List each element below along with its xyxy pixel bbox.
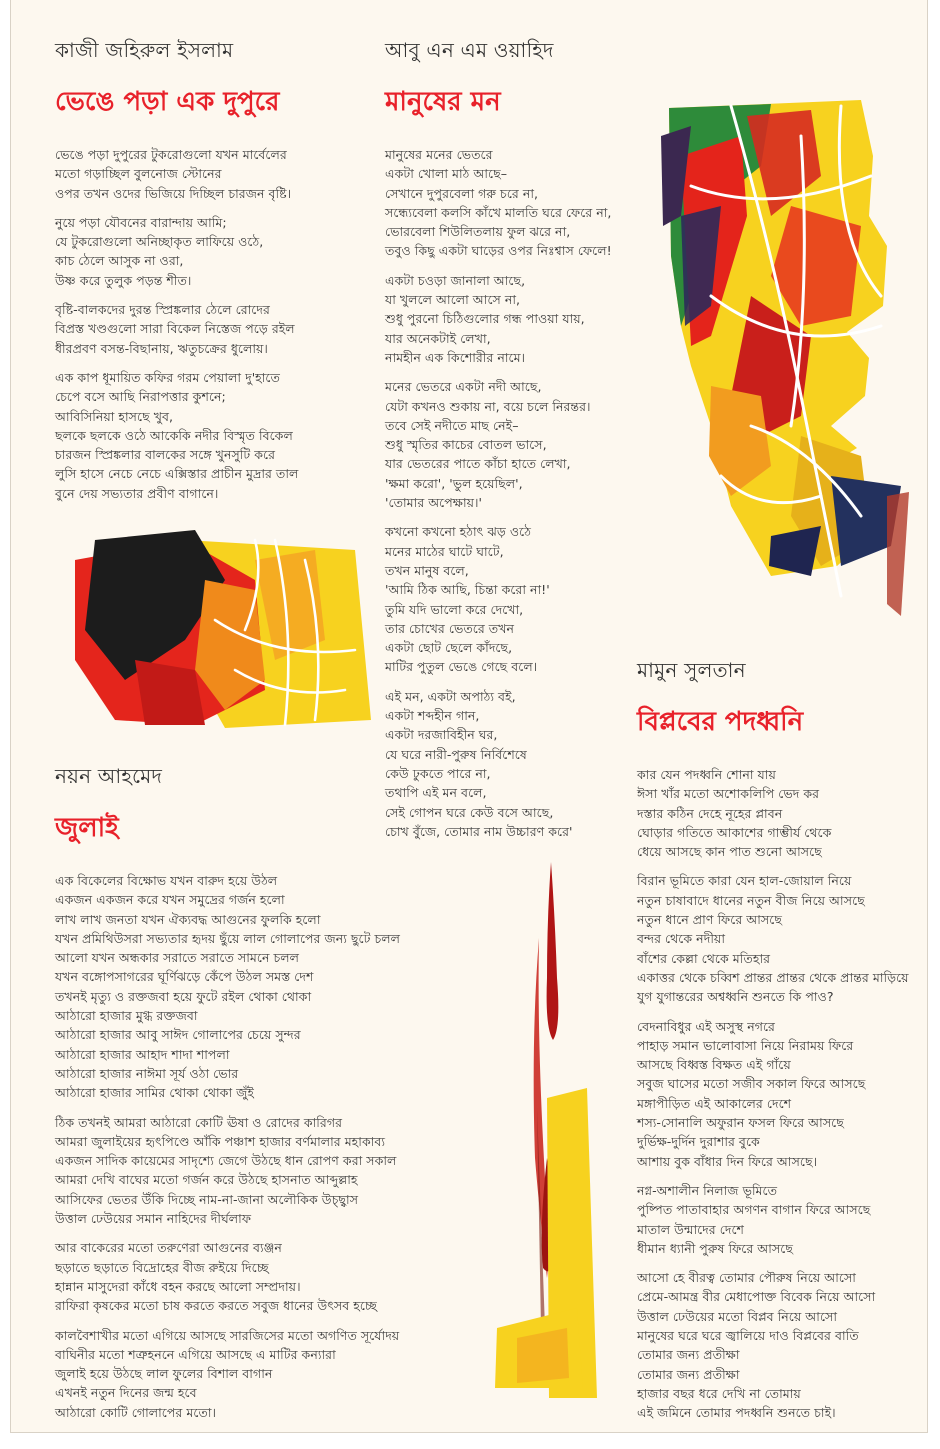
poem-line: 'আমি ঠিক আছি, চিন্তা করো না!' xyxy=(385,582,550,598)
poem-line: সেই গোপন ঘরে কেউ বসে আছে, xyxy=(385,804,554,820)
poem-line: একটা চওড়া জানালা আছে, xyxy=(385,272,526,288)
poem-line: আমরা জুলাইয়ের হৃৎপিণ্ডে আঁকি পঞ্চাশ হাজার বর্ণমালার মহাকাব্য xyxy=(55,1133,386,1149)
poem-author: আবু এন এম ওয়াহিদ xyxy=(385,38,554,62)
poem-line: আঠারো হাজার নাঈমা সূর্য ওঠা ভোর xyxy=(55,1065,239,1081)
stanza xyxy=(637,1181,915,1258)
poem-line: যে টুকরোগুলো অনিচ্ছাকৃত লাফিয়ে ওঠে, xyxy=(55,234,264,250)
poem-line: শস্য-সোনালি অফুরান ফসল ফিরে আসছে xyxy=(637,1115,844,1131)
poem-1 xyxy=(55,36,351,513)
poem-line: ধীমান ধ্যানী পুরুষ ফিরে আসছে xyxy=(637,1240,793,1256)
poem-line: আসিফের ভেতর উঁকি দিচ্ছে নাম-না-জানা অলৌকিক উচ্ছ্বাস xyxy=(55,1191,359,1207)
poem-line: দস্তার কঠিন দেহে নূহের প্লাবন xyxy=(637,805,783,821)
poem-line: প্রেমে-আমন্ত্র বীর মেধাপোক্ত বিবেক নিয়ে আসো xyxy=(637,1289,876,1305)
poem-line: নুয়ে পড়া যৌবনের বারান্দায় আমি; xyxy=(55,214,227,230)
stanza xyxy=(637,1017,915,1171)
stanza xyxy=(55,145,351,203)
poem-line: রাফিরা কৃষকের মতো চাষ করতে করতে সবুজ ধানের উৎসব হচ্ছে xyxy=(55,1298,377,1314)
poem-line: ঠিক তখনই আমরা আঠারো কোটি ঊষা ও রোদের কারিগর xyxy=(55,1114,342,1130)
abstract-face-painting xyxy=(651,96,913,626)
poem-line: ধেয়ে আসছে কান পাত শুনো আসছে xyxy=(637,844,822,860)
poem-line: উত্তাল ঢেউয়ের মতো বিপ্লব নিয়ে আসো xyxy=(637,1308,838,1324)
poem-line: নামহীন এক কিশোরীর নামে। xyxy=(385,349,526,365)
poem-line: নগ্ন-অশালীন নিলাজ ভূমিতে xyxy=(637,1182,778,1198)
poem-line: আর বাকেরের মতো তরুণেরা আগুনের ব্যঞ্জন xyxy=(55,1240,282,1256)
red-drip-yellow-brush-art xyxy=(487,858,617,1398)
poem-line: এক বিকেলের বিক্ষোভ যখন বারুদ হয়ে উঠল xyxy=(55,873,278,888)
poem-line: যেটা কখনও শুকায় না, বয়ে চলে নিরন্তর। xyxy=(385,398,591,414)
poem-line: আঠারো হাজার আবু সাঈদ গোলাপের চেয়ে সুন্দর xyxy=(55,1027,301,1043)
poem-line: যে ঘরে নারী-পুরুষ নির্বিশেষে xyxy=(385,746,527,762)
poem-line: আঠারো হাজার আহাদ শাদা শাপলা xyxy=(55,1046,230,1062)
poem-line: একটা শব্দহীন গান, xyxy=(385,708,480,724)
poem-line: এক কাপ ধূমায়িত কফির গরম পেয়ালা দু'হাতে xyxy=(55,369,280,385)
poem-line: বৃষ্টি-বালকদের দুরন্ত স্প্রিঙ্কলার ঠেলে রোদের xyxy=(55,302,270,318)
stanza xyxy=(385,145,635,261)
poem-line: আশায় বুক বাঁধার দিন ফিরে আসছে। xyxy=(637,1153,818,1169)
poem-line: জুলাই হয়ে উঠছে লাল ফুলের বিশাল বাগান xyxy=(55,1366,273,1382)
poem-3 xyxy=(55,762,485,1432)
poem-line: পাহাড় সমান ভালোবাসা নিয়ে নিরাময় ফিরে xyxy=(637,1037,854,1053)
poem-line: আলো যখন অন্ধকার সরাতে সরাতে সামনে চলল xyxy=(55,950,300,966)
stanza xyxy=(55,368,351,503)
stanza xyxy=(637,871,915,1006)
poem-line: ওপর তখন ওদের ভিজিয়ে দিচ্ছিল চারজন বৃষ্টি। xyxy=(55,185,292,201)
poem-line: কেউ ঢুকতে পারে না, xyxy=(385,765,491,781)
poem-line: মতো গড়াচ্ছিল বুলনোজ স্টোনের xyxy=(55,166,222,182)
poem-line: সন্ধ্যেবেলা কলসি কাঁখে মালতি ঘরে ফেরে না, xyxy=(385,204,612,220)
poem-body xyxy=(55,871,485,1422)
poem-line: বাঁশের কেল্লা থেকে মতিহার xyxy=(637,950,771,966)
poem-title: জুলাই xyxy=(55,813,119,843)
poem-line: বাঘিনীর মতো শত্রুহননে এগিয়ে আসছে এ মাটির কন্যারা xyxy=(55,1346,336,1362)
poem-title: ভেঙে পড়া এক দুপুরে xyxy=(55,87,280,117)
poem-author: মামুন সুলতান xyxy=(637,658,746,682)
abstract-color-painting xyxy=(55,520,373,730)
poem-line: আঠারো হাজার মুগ্ধ রক্তজবা xyxy=(55,1008,198,1024)
poem-line: উত্তাল ঢেউয়ের সমান নাহিদের দীর্ঘলাফ xyxy=(55,1211,252,1227)
poem-line: আমরা দেখি বাঘের মতো গর্জন করে উঠছে হাসনাত আব্দুল্লাহ xyxy=(55,1172,358,1188)
poem-author: কাজী জহিরুল ইসলাম xyxy=(55,38,234,62)
stanza xyxy=(385,377,635,512)
stanza xyxy=(55,300,351,358)
poem-line: ভেঙে পড়া দুপুরের টুকরোগুলো যখন মার্বেলের xyxy=(55,147,287,162)
poem-line: যার অনেকটাই লেখা, xyxy=(385,330,491,346)
poem-line: শুধু পুরনো চিঠিগুলোর গন্ধ পাওয়া যায়, xyxy=(385,311,585,327)
poem-line: নতুন ধানে প্রাণ ফিরে আসছে xyxy=(637,912,782,928)
poem-line: উষ্ণ করে তুলুক পড়ন্ত শীত। xyxy=(55,272,192,288)
poem-line: যার ভেতরের পাতে কাঁচা হাতে লেখা, xyxy=(385,456,571,472)
poem-line: একজন সাদিক কায়েমের সাদৃশ্যে জেগে উঠছে ধান রোপণ করা সকাল xyxy=(55,1153,397,1169)
poem-line: এই মন, একটা অপাঠ্য বই, xyxy=(385,688,516,704)
poem-line: চারজন স্প্রিঙ্কলার বালকের সঙ্গে খুনসুটি করে xyxy=(55,447,276,463)
poem-title: বিপ্লবের পদধ্বনি xyxy=(637,707,804,737)
poem-line: ছড়াতে ছড়াতে বিদ্রোহের বীজ রুইয়ে দিচ্ছে xyxy=(55,1259,269,1275)
poem-line: বেদনাবিধুর এই অসুস্থ নগরে xyxy=(637,1018,775,1034)
poem-body xyxy=(385,145,635,841)
poem-line: তথাপি এই মন বলে, xyxy=(385,785,487,801)
poem-line: সবুজ ঘাসের মতো সজীব সকাল ফিরে আসছে xyxy=(637,1076,866,1092)
poem-line: শুধু স্মৃতির কাচের বোতল ভাসে, xyxy=(385,437,547,453)
stanza xyxy=(55,1326,485,1422)
poem-line: ঘোড়ার গতিতে আকাশের গাম্ভীর্য থেকে xyxy=(637,824,832,840)
poem-author: নয়ন আহমেদ xyxy=(55,764,163,788)
poem-body xyxy=(637,765,915,1423)
poem-line: কখনো কখনো হঠাৎ ঝড় ওঠে xyxy=(385,524,531,540)
poem-line: তার চোখের ভেতরে তখন xyxy=(385,620,515,636)
poem-line: যখন বঙ্গোপসাগরের ঘূর্ণিঝড়ে কেঁপে উঠল সমস্ত দেশ xyxy=(55,969,314,985)
poem-line: মঙ্গাপীড়িত এই আকালের দেশে xyxy=(637,1095,792,1111)
poem-line: তখনই মৃত্যু ও রক্তজবা হয়ে ফুটে রইল থোকা থোকা xyxy=(55,988,312,1004)
stanza xyxy=(637,765,915,861)
poem-line: একাত্তর থেকে চব্বিশ প্রান্তর প্রান্তর থেকে প্রান্তর মাড়িয়ে xyxy=(637,969,909,985)
poem-line: হাজার বছর ধরে দেখি না তোমায় xyxy=(637,1385,801,1401)
poem-line: মাতাল উন্মাদের দেশে xyxy=(637,1221,744,1237)
poem-line: তবে সেই নদীতে মাছ নেই– xyxy=(385,417,519,433)
poem-line: মনের ভেতরে একটা নদী আছে, xyxy=(385,379,542,395)
poem-line: এখনই নতুন দিনের জন্ম হবে xyxy=(55,1385,197,1401)
poem-4 xyxy=(637,656,915,1433)
poem-line: যা খুললে আলো আসে না, xyxy=(385,292,521,308)
poem-2 xyxy=(385,36,635,851)
stanza xyxy=(55,1113,485,1229)
poem-line: আবিসিনিয়া হাসছে খুব, xyxy=(55,408,173,424)
poem-line: ধীরপ্রবণ বসন্ত-বিছানায়, ঋতুচক্রের ধুলোয়। xyxy=(55,340,268,356)
poem-line: তোমার জন্য প্রতীক্ষা xyxy=(637,1366,740,1382)
poem-body xyxy=(55,145,351,503)
poem-line: আসছে বিধ্বস্ত বিক্ষত এই গাঁয়ে xyxy=(637,1057,791,1073)
literary-page xyxy=(10,0,928,1433)
poem-line: একটা খোলা মাঠ আছে– xyxy=(385,166,508,182)
poem-line: মানুষের মনের ভেতরে xyxy=(385,147,493,162)
poem-line: নতুন চাষাবাদে ধানের নতুন বীজ নিয়ে আসছে xyxy=(637,892,865,908)
poem-line: আঠারো হাজার সামির থোকা থোকা জুঁই xyxy=(55,1085,254,1101)
stanza xyxy=(385,522,635,676)
poem-line: ভোরবেলা শিউলিতলায় ফুল ঝরে না, xyxy=(385,224,571,240)
poem-line: এই জমিনে তোমার পদধ্বনি শুনতে চাই। xyxy=(637,1405,836,1421)
poem-line: লুসি হাসে নেচে নেচে এক্সিস্তার প্রাচীন মুদ্রার তাল xyxy=(55,466,299,482)
poem-line: হান্নান মাসুদেরা কাঁধে বহন করছে আলো সম্প্রদায়। xyxy=(55,1278,301,1294)
stanza xyxy=(55,213,351,290)
poem-line: তখন মানুষ বলে, xyxy=(385,562,469,578)
poem-line: দুর্ভিক্ষ-দুর্দিন দুরাশার বুকে xyxy=(637,1134,760,1150)
poem-line: 'তোমার অপেক্ষায়।' xyxy=(385,495,483,511)
poem-line: মানুষের ঘরে ঘরে জ্বালিয়ে দাও বিপ্লবের বাতি xyxy=(637,1328,859,1344)
poem-title: মানুষের মন xyxy=(385,87,501,117)
poem-line: বন্দর থেকে নদীয়া xyxy=(637,931,725,947)
stanza xyxy=(55,1238,485,1315)
poem-line: আঠারো কোটি গোলাপের মতো। xyxy=(55,1404,217,1420)
poem-line: বিরান ভূমিতে কারা যেন হাল-জোয়াল নিয়ে xyxy=(637,873,852,889)
poem-line: বুনে দেয় সভ্যতার প্রবীণ বাগানে। xyxy=(55,485,219,501)
poem-line: সেখানে দুপুরবেলা গরু চরে না, xyxy=(385,185,539,201)
poem-line: ঈসা খাঁর মতো অশোকলিপি ভেদ কর xyxy=(637,786,820,802)
poem-line: কাচ ঠেলে আসুক না ওরা, xyxy=(55,253,184,269)
poem-line: বিপ্রস্ত খণ্ডগুলো সারা বিকেল নিস্তেজ পড়ে রইল xyxy=(55,321,295,337)
poem-line: 'ক্ষমা করো', 'ভুল হয়েছিল', xyxy=(385,475,523,491)
poem-line: পুষ্পিত পাতাবাহার অগণন বাগান ফিরে আসছে xyxy=(637,1202,871,1218)
poem-line: কালবৈশাখীর মতো এগিয়ে আসছে সারজিসের মতো অগণিত সূর্যোদয় xyxy=(55,1327,400,1343)
poem-line: একজন একজন করে যখন সমুদ্রের গর্জন হলো xyxy=(55,892,285,908)
poem-line: একটা ছোট ছেলে কাঁদছে, xyxy=(385,640,513,656)
poem-line: চোখ বুঁজে, তোমার নাম উচ্চারণ করে' xyxy=(385,823,573,839)
poem-line: ছলকে ছলকে ওঠে আকেকি নদীর বিস্মৃত বিকেল xyxy=(55,427,293,443)
stanza xyxy=(55,871,485,1103)
stanza xyxy=(385,271,635,367)
poem-line: যখন প্রমিথিউসরা সভ্যতার হৃদয় ছুঁয়ে লাল গোলাপের জন্য ছুটে চলল xyxy=(55,930,401,946)
poem-line: লাখ লাখ জনতা যখন ঐক্যবদ্ধ আগুনের ফুলকি হলো xyxy=(55,911,321,927)
poem-line: মাটির পুতুল ভেঙে গেছে বলে। xyxy=(385,659,538,675)
poem-line: চেপে বসে আছি নিরাপত্তার কুশনে; xyxy=(55,389,226,405)
poem-line: তবুও কিছু একটা ঘাড়ের ওপর নিঃশ্বাস ফেলে! xyxy=(385,243,612,259)
poem-line: তোমার জন্য প্রতীক্ষা xyxy=(637,1347,740,1363)
poem-line: কার যেন পদধ্বনি শোনা যায় xyxy=(637,767,776,782)
stanza xyxy=(637,1268,915,1422)
poem-line: তুমি যদি ভালো করে দেখো, xyxy=(385,601,524,617)
poem-line: একটা দরজাবিহীন ঘর, xyxy=(385,727,498,743)
poem-line: আসো হে বীরত্ব তোমার পৌরুষ নিয়ে আসো xyxy=(637,1270,856,1286)
poem-line: মনের মাঠের ঘাটে ঘাটে, xyxy=(385,543,504,559)
poem-line: যুগ যুগান্তরের অশ্বধ্বনি শুনতে কি পাও? xyxy=(637,989,834,1005)
